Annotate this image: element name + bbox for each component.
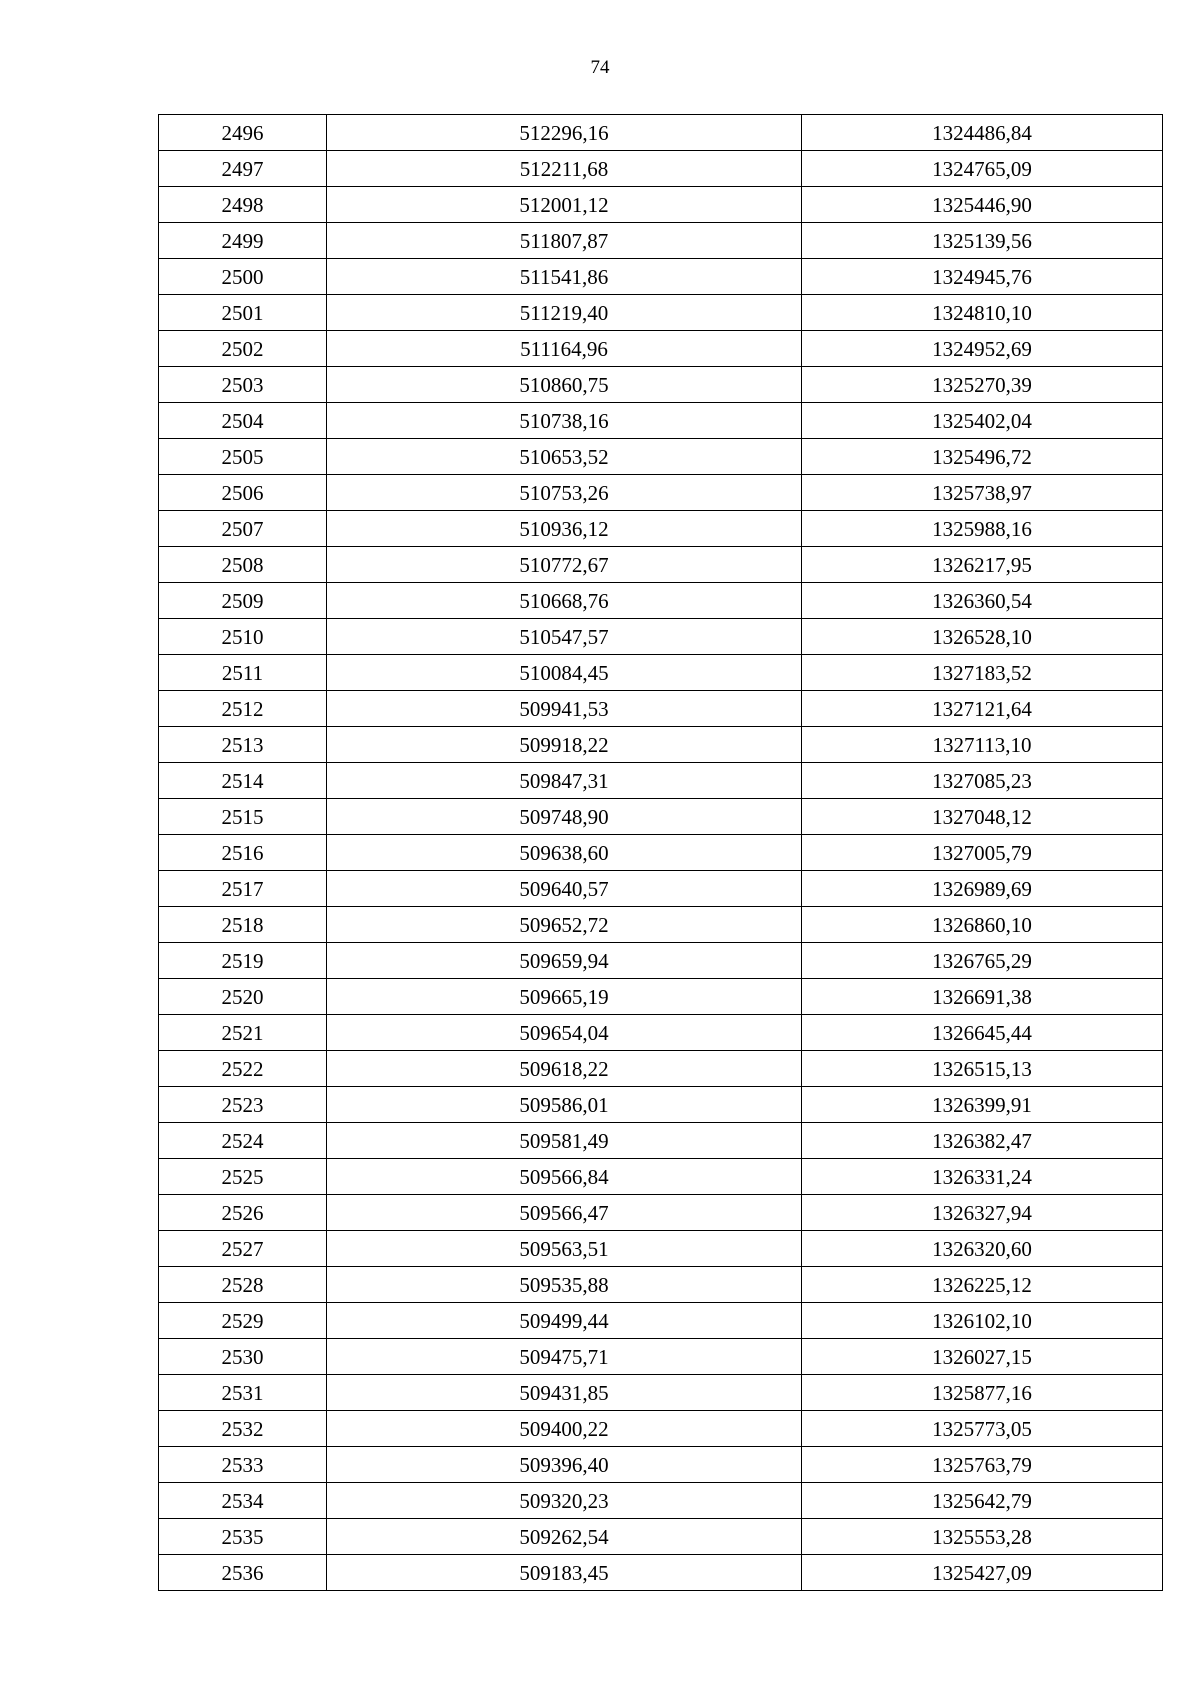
table-row — [159, 727, 1163, 763]
coordinates-table — [158, 114, 1163, 1591]
y-coordinate-cell: 1326225,12 — [802, 1267, 1163, 1303]
x-coordinate-cell: 509320,23 — [327, 1483, 802, 1519]
table-row — [159, 1051, 1163, 1087]
point-number-cell: 2501 — [159, 295, 327, 331]
point-number-cell: 2507 — [159, 511, 327, 547]
table-row — [159, 511, 1163, 547]
x-coordinate-cell: 509566,84 — [327, 1159, 802, 1195]
point-number-cell: 2524 — [159, 1123, 327, 1159]
x-coordinate-cell: 510753,26 — [327, 475, 802, 511]
point-number-cell: 2505 — [159, 439, 327, 475]
table-row — [159, 871, 1163, 907]
table-row — [159, 1375, 1163, 1411]
y-coordinate-cell: 1325496,72 — [802, 439, 1163, 475]
table-row — [159, 151, 1163, 187]
table-row — [159, 619, 1163, 655]
y-coordinate-cell: 1325139,56 — [802, 223, 1163, 259]
point-number-cell: 2529 — [159, 1303, 327, 1339]
table-row — [159, 547, 1163, 583]
point-number-cell: 2526 — [159, 1195, 327, 1231]
y-coordinate-cell: 1324486,84 — [802, 115, 1163, 151]
point-number-cell: 2509 — [159, 583, 327, 619]
point-number-cell: 2512 — [159, 691, 327, 727]
table-row — [159, 583, 1163, 619]
table-row — [159, 1339, 1163, 1375]
y-coordinate-cell: 1326320,60 — [802, 1231, 1163, 1267]
x-coordinate-cell: 509581,49 — [327, 1123, 802, 1159]
table-row — [159, 907, 1163, 943]
table-row — [159, 943, 1163, 979]
point-number-cell: 2503 — [159, 367, 327, 403]
x-coordinate-cell: 509654,04 — [327, 1015, 802, 1051]
point-number-cell: 2515 — [159, 799, 327, 835]
x-coordinate-cell: 509638,60 — [327, 835, 802, 871]
y-coordinate-cell: 1326102,10 — [802, 1303, 1163, 1339]
x-coordinate-cell: 509748,90 — [327, 799, 802, 835]
table-row — [159, 799, 1163, 835]
y-coordinate-cell: 1327121,64 — [802, 691, 1163, 727]
table-row — [159, 115, 1163, 151]
point-number-cell: 2508 — [159, 547, 327, 583]
y-coordinate-cell: 1325427,09 — [802, 1555, 1163, 1591]
point-number-cell: 2525 — [159, 1159, 327, 1195]
table-row — [159, 979, 1163, 1015]
coordinates-table-body — [159, 115, 1163, 1591]
y-coordinate-cell: 1325446,90 — [802, 187, 1163, 223]
y-coordinate-cell: 1326382,47 — [802, 1123, 1163, 1159]
table-row — [159, 835, 1163, 871]
table-row — [159, 655, 1163, 691]
point-number-cell: 2513 — [159, 727, 327, 763]
table-row — [159, 691, 1163, 727]
x-coordinate-cell: 510547,57 — [327, 619, 802, 655]
y-coordinate-cell: 1324765,09 — [802, 151, 1163, 187]
x-coordinate-cell: 510772,67 — [327, 547, 802, 583]
x-coordinate-cell: 511807,87 — [327, 223, 802, 259]
table-row — [159, 1231, 1163, 1267]
x-coordinate-cell: 510653,52 — [327, 439, 802, 475]
y-coordinate-cell: 1327113,10 — [802, 727, 1163, 763]
point-number-cell: 2533 — [159, 1447, 327, 1483]
table-row — [159, 367, 1163, 403]
table-row — [159, 1411, 1163, 1447]
table-row — [159, 259, 1163, 295]
y-coordinate-cell: 1327085,23 — [802, 763, 1163, 799]
y-coordinate-cell: 1326989,69 — [802, 871, 1163, 907]
y-coordinate-cell: 1326217,95 — [802, 547, 1163, 583]
point-number-cell: 2528 — [159, 1267, 327, 1303]
x-coordinate-cell: 510084,45 — [327, 655, 802, 691]
x-coordinate-cell: 512001,12 — [327, 187, 802, 223]
y-coordinate-cell: 1325553,28 — [802, 1519, 1163, 1555]
y-coordinate-cell: 1325763,79 — [802, 1447, 1163, 1483]
point-number-cell: 2523 — [159, 1087, 327, 1123]
y-coordinate-cell: 1327005,79 — [802, 835, 1163, 871]
point-number-cell: 2520 — [159, 979, 327, 1015]
y-coordinate-cell: 1325642,79 — [802, 1483, 1163, 1519]
x-coordinate-cell: 509262,54 — [327, 1519, 802, 1555]
page-number: 74 — [590, 57, 610, 78]
x-coordinate-cell: 509918,22 — [327, 727, 802, 763]
point-number-cell: 2504 — [159, 403, 327, 439]
y-coordinate-cell: 1326331,24 — [802, 1159, 1163, 1195]
y-coordinate-cell: 1326528,10 — [802, 619, 1163, 655]
point-number-cell: 2496 — [159, 115, 327, 151]
x-coordinate-cell: 509431,85 — [327, 1375, 802, 1411]
x-coordinate-cell: 511164,96 — [327, 331, 802, 367]
table-row — [159, 295, 1163, 331]
y-coordinate-cell: 1326327,94 — [802, 1195, 1163, 1231]
point-number-cell: 2510 — [159, 619, 327, 655]
point-number-cell: 2516 — [159, 835, 327, 871]
point-number-cell: 2522 — [159, 1051, 327, 1087]
table-row — [159, 763, 1163, 799]
x-coordinate-cell: 510738,16 — [327, 403, 802, 439]
x-coordinate-cell: 510936,12 — [327, 511, 802, 547]
table-row — [159, 223, 1163, 259]
point-number-cell: 2511 — [159, 655, 327, 691]
x-coordinate-cell: 509475,71 — [327, 1339, 802, 1375]
y-coordinate-cell: 1325402,04 — [802, 403, 1163, 439]
x-coordinate-cell: 509659,94 — [327, 943, 802, 979]
table-row — [159, 1483, 1163, 1519]
y-coordinate-cell: 1327048,12 — [802, 799, 1163, 835]
table-row — [159, 187, 1163, 223]
table-row — [159, 1267, 1163, 1303]
y-coordinate-cell: 1326765,29 — [802, 943, 1163, 979]
y-coordinate-cell: 1324810,10 — [802, 295, 1163, 331]
x-coordinate-cell: 509396,40 — [327, 1447, 802, 1483]
y-coordinate-cell: 1326645,44 — [802, 1015, 1163, 1051]
table-row — [159, 403, 1163, 439]
y-coordinate-cell: 1325773,05 — [802, 1411, 1163, 1447]
table-row — [159, 1303, 1163, 1339]
point-number-cell: 2534 — [159, 1483, 327, 1519]
point-number-cell: 2500 — [159, 259, 327, 295]
y-coordinate-cell: 1325270,39 — [802, 367, 1163, 403]
x-coordinate-cell: 509941,53 — [327, 691, 802, 727]
point-number-cell: 2530 — [159, 1339, 327, 1375]
x-coordinate-cell: 509566,47 — [327, 1195, 802, 1231]
table-row — [159, 1447, 1163, 1483]
y-coordinate-cell: 1326860,10 — [802, 907, 1163, 943]
y-coordinate-cell: 1326515,13 — [802, 1051, 1163, 1087]
table-row — [159, 475, 1163, 511]
point-number-cell: 2527 — [159, 1231, 327, 1267]
x-coordinate-cell: 512211,68 — [327, 151, 802, 187]
x-coordinate-cell: 512296,16 — [327, 115, 802, 151]
y-coordinate-cell: 1324952,69 — [802, 331, 1163, 367]
point-number-cell: 2531 — [159, 1375, 327, 1411]
x-coordinate-cell: 509618,22 — [327, 1051, 802, 1087]
y-coordinate-cell: 1324945,76 — [802, 259, 1163, 295]
x-coordinate-cell: 509586,01 — [327, 1087, 802, 1123]
y-coordinate-cell: 1326027,15 — [802, 1339, 1163, 1375]
point-number-cell: 2532 — [159, 1411, 327, 1447]
y-coordinate-cell: 1326360,54 — [802, 583, 1163, 619]
y-coordinate-cell: 1325988,16 — [802, 511, 1163, 547]
x-coordinate-cell: 509847,31 — [327, 763, 802, 799]
point-number-cell: 2536 — [159, 1555, 327, 1591]
point-number-cell: 2498 — [159, 187, 327, 223]
x-coordinate-cell: 510668,76 — [327, 583, 802, 619]
table-row — [159, 1555, 1163, 1591]
y-coordinate-cell: 1326399,91 — [802, 1087, 1163, 1123]
point-number-cell: 2519 — [159, 943, 327, 979]
x-coordinate-cell: 509563,51 — [327, 1231, 802, 1267]
table-row — [159, 1087, 1163, 1123]
point-number-cell: 2535 — [159, 1519, 327, 1555]
x-coordinate-cell: 509665,19 — [327, 979, 802, 1015]
y-coordinate-cell: 1327183,52 — [802, 655, 1163, 691]
point-number-cell: 2502 — [159, 331, 327, 367]
y-coordinate-cell: 1325738,97 — [802, 475, 1163, 511]
point-number-cell: 2514 — [159, 763, 327, 799]
table-row — [159, 1015, 1163, 1051]
x-coordinate-cell: 509499,44 — [327, 1303, 802, 1339]
table-row — [159, 1123, 1163, 1159]
point-number-cell: 2497 — [159, 151, 327, 187]
x-coordinate-cell: 509400,22 — [327, 1411, 802, 1447]
table-row — [159, 1159, 1163, 1195]
x-coordinate-cell: 509535,88 — [327, 1267, 802, 1303]
table-row — [159, 1519, 1163, 1555]
table-row — [159, 331, 1163, 367]
y-coordinate-cell: 1326691,38 — [802, 979, 1163, 1015]
x-coordinate-cell: 511219,40 — [327, 295, 802, 331]
table-row — [159, 1195, 1163, 1231]
point-number-cell: 2521 — [159, 1015, 327, 1051]
point-number-cell: 2517 — [159, 871, 327, 907]
table-row — [159, 439, 1163, 475]
point-number-cell: 2518 — [159, 907, 327, 943]
x-coordinate-cell: 509652,72 — [327, 907, 802, 943]
x-coordinate-cell: 509640,57 — [327, 871, 802, 907]
x-coordinate-cell: 511541,86 — [327, 259, 802, 295]
y-coordinate-cell: 1325877,16 — [802, 1375, 1163, 1411]
point-number-cell: 2499 — [159, 223, 327, 259]
x-coordinate-cell: 509183,45 — [327, 1555, 802, 1591]
point-number-cell: 2506 — [159, 475, 327, 511]
x-coordinate-cell: 510860,75 — [327, 367, 802, 403]
